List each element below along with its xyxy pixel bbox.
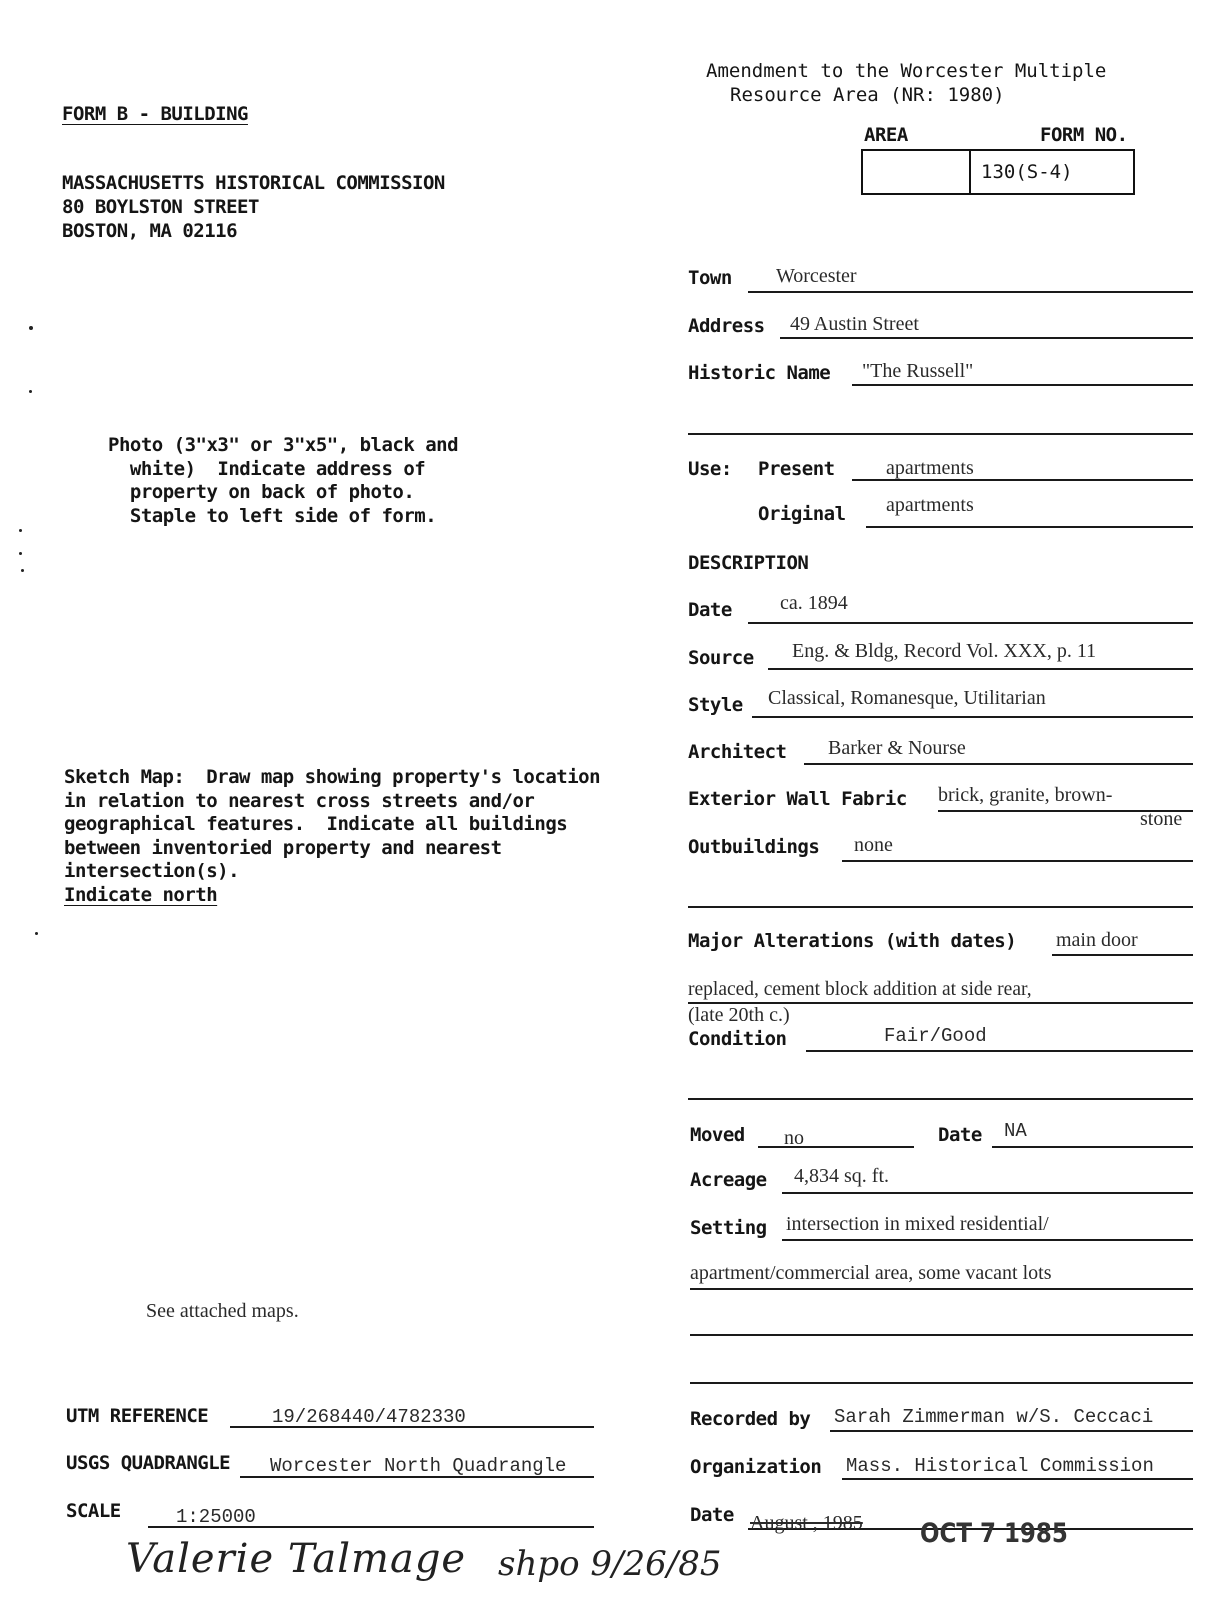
photo-instructions: Photo (3"x3" or 3"x5", black and white) Indicate address of property on back of photo. Staple to left side of form. bbox=[108, 434, 459, 527]
original-value[interactable]: apartments bbox=[886, 494, 974, 516]
blank-line-4 bbox=[690, 1334, 1193, 1336]
condition-value[interactable]: Fair/Good bbox=[884, 1025, 987, 1047]
area-label: AREA bbox=[864, 124, 908, 146]
scale-value[interactable]: 1:25000 bbox=[176, 1506, 256, 1528]
moved-date-line bbox=[992, 1146, 1193, 1148]
setting-value-cont: apartment/commercial area, some vacant lots bbox=[690, 1262, 1052, 1284]
outbuildings-value[interactable]: none bbox=[854, 834, 893, 856]
signature: Valerie Talmage bbox=[126, 1536, 467, 1582]
indicate-north: Indicate north bbox=[64, 884, 218, 906]
blank-line-2 bbox=[688, 906, 1193, 908]
architect-line bbox=[804, 763, 1193, 765]
architect-value[interactable]: Barker & Nourse bbox=[828, 737, 966, 759]
major-alterations-line bbox=[1052, 954, 1193, 956]
moved-label: Moved bbox=[690, 1124, 745, 1146]
style-value[interactable]: Classical, Romanesque, Utilitarian bbox=[768, 687, 1046, 709]
organization-label: Organization bbox=[690, 1456, 822, 1478]
moved-line bbox=[758, 1146, 914, 1148]
see-attached-maps: See attached maps. bbox=[146, 1300, 299, 1322]
blank-line-3 bbox=[688, 1098, 1193, 1100]
amendment-line-1: Amendment to the Worcester Multiple bbox=[706, 60, 1107, 82]
town-label: Town bbox=[688, 267, 732, 289]
description-heading: DESCRIPTION bbox=[688, 552, 809, 574]
original-line bbox=[866, 526, 1193, 528]
area-form-box bbox=[861, 149, 1135, 195]
acreage-value[interactable]: 4,834 sq. ft. bbox=[794, 1165, 889, 1187]
record-date-label: Date bbox=[690, 1504, 734, 1526]
date-line bbox=[748, 622, 1193, 624]
amendment-line-2: Resource Area (NR: 1980) bbox=[730, 84, 1005, 106]
setting-line-2 bbox=[690, 1288, 1193, 1290]
date-label: Date bbox=[688, 599, 732, 621]
exterior-wall-value-cont: stone bbox=[1140, 808, 1183, 830]
address-line bbox=[780, 337, 1193, 339]
date-stamp: OCT 7 1985 bbox=[920, 1518, 1068, 1549]
original-label: Original bbox=[758, 503, 846, 525]
form-no-value: 130(S-4) bbox=[981, 161, 1073, 183]
margin-dot bbox=[19, 552, 22, 555]
organization-line bbox=[842, 1478, 1193, 1480]
utm-reference-value[interactable]: 19/268440/4782330 bbox=[272, 1406, 466, 1428]
major-alterations-label: Major Alterations (with dates) bbox=[688, 930, 1017, 952]
org-city: BOSTON, MA 02116 bbox=[62, 220, 238, 242]
utm-reference-label: UTM REFERENCE bbox=[66, 1405, 209, 1427]
condition-line bbox=[806, 1050, 1193, 1052]
margin-dot bbox=[19, 529, 22, 532]
style-line bbox=[752, 716, 1193, 718]
architect-label: Architect bbox=[688, 741, 787, 763]
recorded-by-label: Recorded by bbox=[690, 1408, 811, 1430]
exterior-wall-value[interactable]: brick, granite, brown- bbox=[938, 784, 1113, 806]
style-label: Style bbox=[688, 694, 743, 716]
major-alterations-value-cont2: (late 20th c.) bbox=[688, 1004, 790, 1026]
org-street: 80 BOYLSTON STREET bbox=[62, 196, 259, 218]
outbuildings-label: Outbuildings bbox=[688, 836, 820, 858]
shpo-note: shpo 9/26/85 bbox=[498, 1544, 722, 1584]
present-value[interactable]: apartments bbox=[886, 457, 974, 479]
town-value[interactable]: Worcester bbox=[776, 265, 857, 287]
setting-line bbox=[782, 1239, 1193, 1241]
historic-name-value[interactable]: "The Russell" bbox=[862, 360, 974, 382]
record-date-value[interactable]: August , 1985 bbox=[750, 1512, 863, 1534]
margin-dot bbox=[29, 326, 33, 330]
condition-label: Condition bbox=[688, 1028, 787, 1050]
historic-name-line bbox=[852, 384, 1193, 386]
form-type-title: FORM B - BUILDING bbox=[62, 103, 248, 125]
margin-dot bbox=[35, 932, 38, 935]
margin-dot bbox=[21, 569, 24, 572]
sketch-map-instructions: Sketch Map: Draw map showing property's location in relation to nearest cross streets and/or geographical features. Indicate all buildings between inventoried property and nearest intersection(s). bbox=[64, 766, 601, 882]
blank-line-5 bbox=[690, 1382, 1193, 1384]
moved-date-value[interactable]: NA bbox=[1004, 1120, 1027, 1142]
recorded-by-value[interactable]: Sarah Zimmerman w/S. Ceccaci bbox=[834, 1406, 1154, 1428]
outbuildings-line bbox=[842, 860, 1193, 862]
scale-label: SCALE bbox=[66, 1500, 121, 1522]
address-value[interactable]: 49 Austin Street bbox=[790, 313, 919, 335]
moved-value[interactable]: no bbox=[784, 1127, 804, 1149]
form-no-label: FORM NO. bbox=[1040, 124, 1128, 146]
blank-line-1 bbox=[688, 433, 1193, 435]
acreage-label: Acreage bbox=[690, 1169, 767, 1191]
org-name: MASSACHUSETTS HISTORICAL COMMISSION bbox=[62, 172, 445, 194]
usgs-quadrangle-label: USGS QUADRANGLE bbox=[66, 1452, 231, 1474]
date-value[interactable]: ca. 1894 bbox=[780, 592, 848, 614]
area-cell bbox=[863, 151, 971, 193]
source-value[interactable]: Eng. & Bldg, Record Vol. XXX, p. 11 bbox=[792, 640, 1097, 662]
source-line bbox=[768, 668, 1193, 670]
setting-value[interactable]: intersection in mixed residential/ bbox=[786, 1213, 1049, 1235]
present-label: Present bbox=[758, 458, 835, 480]
margin-dot bbox=[29, 390, 32, 393]
acreage-line bbox=[782, 1192, 1193, 1194]
town-line bbox=[748, 291, 1193, 293]
exterior-wall-label: Exterior Wall Fabric bbox=[688, 788, 907, 810]
usgs-quadrangle-value[interactable]: Worcester North Quadrangle bbox=[270, 1455, 567, 1477]
major-alterations-value[interactable]: main door bbox=[1056, 929, 1138, 951]
organization-value[interactable]: Mass. Historical Commission bbox=[846, 1455, 1154, 1477]
historic-name-label: Historic Name bbox=[688, 362, 831, 384]
recorded-by-line bbox=[830, 1430, 1193, 1432]
use-label: Use: bbox=[688, 458, 732, 480]
setting-label: Setting bbox=[690, 1217, 767, 1239]
major-alterations-value-cont: replaced, cement block addition at side rear, bbox=[688, 979, 1032, 1000]
moved-date-label: Date bbox=[938, 1124, 982, 1146]
address-label: Address bbox=[688, 315, 765, 337]
source-label: Source bbox=[688, 647, 754, 669]
